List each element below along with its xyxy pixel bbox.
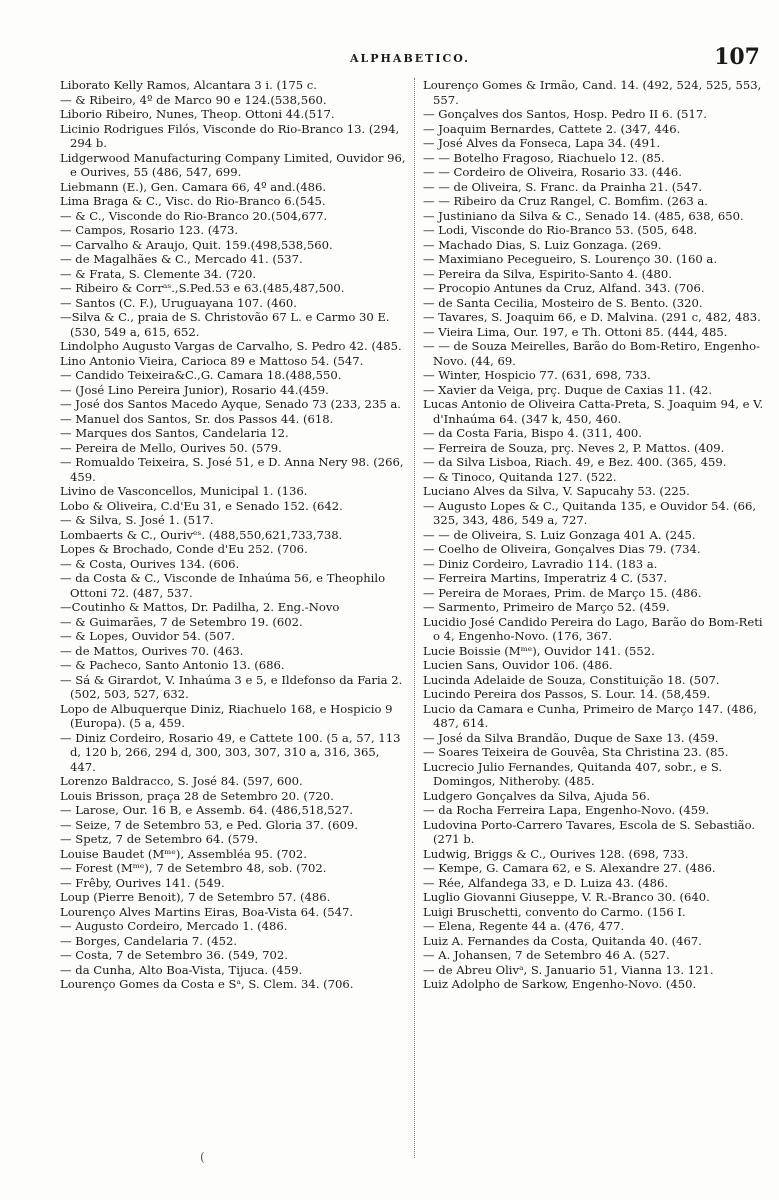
directory-entry: Luglio Giovanni Giuseppe, V. R.-Branco 30. (640. [423,890,710,904]
directory-entry: — Maximiano Pecegueiro, S. Lourenço 30. (160 a. [423,252,718,266]
directory-entry: — Procopio Antunes da Cruz, Alfand. 343. (706. [423,281,705,295]
directory-entry: — Manuel dos Santos, Sr. dos Passos 44. (618. [60,411,334,426]
directory-entry: Licinio Rodrigues Filós, Visconde do Rio-Branco 13. (294, 294 b. [60,121,400,150]
directory-entry: — Romualdo Teixeira, S. José 51, e D. Anna Nery 98. (266, 459. [60,455,404,484]
directory-entry: — Joaquim Bernardes, Cattete 2. (347, 446. [423,121,681,136]
directory-entry: — — de Oliveira, S. Franc. da Prainha 21. (547. [423,179,703,194]
directory-entry: Luciano Alves da Silva, V. Sapucahy 53. (225. [423,484,690,498]
directory-entry: — Frêby, Ourives 141. (549. [60,875,225,890]
directory-entry: — Augusto Cordeiro, Mercado 1. (486. [60,919,288,933]
directory-entry: Luiz A. Fernandes da Costa, Quitanda 40. (467. [423,933,702,948]
directory-entry: — Ferreira Martins, Imperatriz 4 C. (537. [423,571,668,585]
directory-entry: Ludwig, Briggs & C., Ourives 128. (698, 733. [423,846,689,861]
directory-entry: — Ferreira de Souza, prç. Neves 2, P. Mattos. (409. [423,440,725,455]
directory-entry: — da Costa & C., Visconde de Inhaúma 56, e Theophilo Ottoni 72. (487, 537. [60,571,386,600]
directory-entry: — da Silva Lisboa, Riach. 49, e Bez. 400. (365, 459. [423,455,727,469]
stray-mark: ( [200,1150,205,1164]
directory-entry: — Vieira Lima, Our. 197, e Th. Ottoni 85. (444, 485. [423,324,728,339]
directory-entry: — Pereira de Mello, Ourives 50. (579. [60,440,282,455]
directory-entry: Ludovina Porto-Carrero Tavares, Escola de S. Sebastião. (271 b. [423,817,756,846]
directory-entry: — Carvalho & Araujo, Quit. 159.(498,538,560. [60,237,333,252]
directory-entry: — Xavier da Veiga, prç. Duque de Caxias 11. (42. [423,382,713,397]
directory-entry: — Diniz Cordeiro, Rosario 49, e Cattete 100. (5 a, 57, 113 d, 120 b, 266, 294 d, 300, 303, 307, 310 a, 316, 365, 447. [60,730,401,774]
directory-entry: — — Cordeiro de Oliveira, Rosario 33. (446. [423,165,682,179]
running-title: ALPHABETICO. [349,52,470,65]
directory-entry: — Santos (C. F.), Uruguayana 107. (460. [60,295,297,310]
directory-entry: Lucrecio Julio Fernandes, Quitanda 407, sobr., e S. Domingos, Nitheroby. (485. [423,759,723,788]
directory-entry: Lima Braga & C., Visc. do Rio-Branco 6.(545. [60,194,326,208]
directory-entry: Lindolpho Augusto Vargas de Carvalho, S. Pedro 42. (485. [60,339,402,353]
directory-entry: —Coutinho & Mattos, Dr. Padilha, 2. Eng.-Novo [60,600,340,614]
directory-entry: Lourenço Alves Martins Eiras, Boa-Vista 64. (547. [60,904,354,919]
directory-entry: Lucindo Pereira dos Passos, S. Lour. 14. (58,459. [423,687,711,701]
directory-entry: — José dos Santos Macedo Ayque, Senado 73 (233, 235 a. [60,397,401,411]
directory-entry: — & Pacheco, Santo Antonio 13. (686. [60,658,285,672]
directory-entry: — (José Lino Pereira Junior), Rosario 44.(459. [60,382,329,397]
directory-entry: — Machado Dias, S. Luiz Gonzaga. (269. [423,237,662,252]
directory-entry: — & Silva, S. José 1. (517. [60,513,214,527]
directory-entry: — — Botelho Fragoso, Riachuelo 12. (85. [423,150,665,165]
directory-entry: — de Santa Cecilia, Mosteiro de S. Bento. (320. [423,295,703,310]
directory-entry: — Rée, Alfandega 33, e D. Luiza 43. (486. [423,875,669,890]
directory-columns [60,78,768,1158]
directory-entry: — A. Johansen, 7 de Setembro 46 A. (527. [423,948,670,962]
directory-entry: — & Frata, S. Clemente 34. (720. [60,266,257,281]
directory-entry: Luiz Adolpho de Sarkow, Engenho-Novo. (450. [423,977,697,991]
directory-entry: — Sarmento, Primeiro de Março 52. (459. [423,600,670,614]
page-number: 107 [714,44,760,70]
directory-entry: Lucinda Adelaide de Souza, Constituição 18. (507. [423,672,720,687]
directory-entry: Lorenzo Baldracco, S. José 84. (597, 600. [60,774,303,788]
directory-entry: — Costa, 7 de Setembro 36. (549, 702. [60,948,288,962]
directory-entry: Loup (Pierre Benoit), 7 de Setembro 57. (486. [60,890,331,904]
directory-entry: Lucas Antonio de Oliveira Catta-Preta, S. Joaquim 94, e V. d'Inhaúma 64. (347 k, 450, 460. [423,397,764,426]
directory-entry: Ludgero Gonçalves da Silva, Ajuda 56. [423,788,651,803]
directory-entry: — José da Silva Brandão, Duque de Saxe 13. (459. [423,730,719,745]
directory-entry: — Kempe, G. Camara 62, e S. Alexandre 27. (486. [423,861,716,875]
directory-entry: — Seize, 7 de Setembro 53, e Ped. Gloria 37. (609. [60,817,358,832]
directory-entry: Lopo de Albuquerque Diniz, Riachuelo 168, e Hospicio 9 (Europa). (5 a, 459. [60,701,393,730]
directory-entry: — Spetz, 7 de Setembro 64. (579. [60,832,259,846]
directory-entry: — Coelho de Oliveira, Gonçalves Dias 79. (734. [423,542,701,556]
directory-entry: — Sá & Girardot, V. Inhaúma 3 e 5, e Ildefonso da Faria 2. (502, 503, 527, 632. [60,672,403,701]
directory-entry: Lucien Sans, Ouvidor 106. (486. [423,658,613,672]
page-header [60,44,760,72]
directory-entry: — da Rocha Ferreira Lapa, Engenho-Novo. (459. [423,803,710,817]
directory-entry: Lombaerts & C., Ourivᵉˢ. (488,550,621,733,738. [60,527,343,542]
directory-entry: — Forest (Mᵐᵉ), 7 de Setembro 48, sob. (702. [60,861,327,875]
directory-entry: — Gonçalves dos Santos, Hosp. Pedro II 6. (517. [423,107,707,121]
directory-entry: — Ribeiro & Corrᵃˢ.,S.Ped.53 e 63.(485,487,500. [60,281,345,295]
directory-entry: — Soares Teixeira de Gouvêa, Sta Christina 23. (85. [423,745,729,759]
directory-entry: — Diniz Cordeiro, Lavradio 114. (183 a. [423,556,658,571]
directory-entry: — Winter, Hospicio 77. (631, 698, 733. [423,368,651,382]
directory-entry: — de Mattos, Ourives 70. (463. [60,643,244,658]
directory-entry: — & Guimarães, 7 de Setembro 19. (602. [60,614,303,629]
directory-entry: — Justiniano da Silva & C., Senado 14. (485, 638, 650. [423,208,744,223]
directory-entry: —Silva & C., praia de S. Christovão 67 L. e Carmo 30 E. (530, 549 a, 615, 652. [60,310,390,339]
directory-entry: — Borges, Candelaria 7. (452. [60,933,238,948]
directory-entry: — da Costa Faria, Bispo 4. (311, 400. [423,426,642,440]
directory-entry: — Augusto Lopes & C., Quitanda 135, e Ouvidor 54. (66, 325, 343, 486, 549 a, 727. [423,498,757,527]
directory-entry: — — de Souza Meirelles, Barão do Bom-Retiro, Engenho-Novo. (44, 69. [423,339,761,368]
directory-entry: Lucidio José Candido Pereira do Lago, Barão do Bom-Reti o 4, Engenho-Novo. (176, 367. [423,614,763,643]
directory-entry: — de Abreu Olivᵃ, S. Januario 51, Vianna 13. 121. [423,962,714,977]
right-column [414,78,768,1158]
directory-entry: Lopes & Brochado, Conde d'Eu 252. (706. [60,542,308,556]
directory-entry: Lino Antonio Vieira, Carioca 89 e Mattoso 54. (547. [60,353,364,368]
directory-entry: — José Alves da Fonseca, Lapa 34. (491. [423,136,661,150]
directory-entry: — Candido Teixeira&C.,G. Camara 18.(488,550. [60,368,342,382]
directory-entry: — — de Oliveira, S. Luiz Gonzaga 401 A. (245. [423,527,696,542]
directory-entry: — Marques dos Santos, Candelaria 12. [60,426,289,440]
directory-entry: Lourenço Gomes & Irmão, Cand. 14. (492, 524, 525, 553, 557. [423,78,762,107]
directory-entry: — Pereira de Moraes, Prim. de Março 15. (486. [423,585,702,600]
directory-entry: Louise Baudet (Mᵐᵉ), Assembléa 95. (702. [60,846,307,861]
directory-entry: Lourenço Gomes da Costa e Sᵃ, S. Clem. 34. (706. [60,977,354,991]
directory-entry: — & C., Visconde do Rio-Branco 20.(504,677. [60,208,328,223]
directory-entry: — & Tinoco, Quitanda 127. (522. [423,469,617,484]
directory-entry: Lidgerwood Manufacturing Company Limited, Ouvidor 96, e Ourives, 55 (486, 547, 699. [60,150,406,179]
directory-entry: Lucie Boissie (Mᵐᵉ), Ouvidor 141. (552. [423,643,655,658]
directory-entry: Luigi Bruschetti, convento do Carmo. (156 I. [423,904,686,919]
directory-entry: Louis Brisson, praça 28 de Setembro 20. (720. [60,788,334,803]
directory-entry: — — Ribeiro da Cruz Rangel, C. Bomfim. (263 a. [423,194,708,208]
directory-entry: — Lodi, Visconde do Rio-Branco 53. (505, 648. [423,223,698,237]
directory-entry: — da Cunha, Alto Boa-Vista, Tijuca. (459. [60,962,303,977]
directory-entry: — Larose, Our. 16 B, e Assemb. 64. (486,518,527. [60,803,354,817]
directory-entry: Livino de Vasconcellos, Municipal 1. (136. [60,484,308,498]
directory-entry: — Campos, Rosario 123. (473. [60,223,239,237]
left-column [60,78,414,1158]
directory-entry: — & Lopes, Ouvidor 54. (507. [60,629,235,643]
directory-entry: — Tavares, S. Joaquim 66, e D. Malvina. (291 c, 482, 483. [423,310,761,324]
directory-entry: Liebmann (E.), Gen. Camara 66, 4º and.(486. [60,179,327,194]
directory-entry: — de Magalhães & C., Mercado 41. (537. [60,252,303,266]
directory-entry: — & Costa, Ourives 134. (606. [60,556,240,571]
directory-entry: Lucio da Camara e Cunha, Primeiro de Março 147. (486, 487, 614. [423,701,758,730]
directory-entry: — Elena, Regente 44 a. (476, 477. [423,919,625,933]
directory-entry: Liborio Ribeiro, Nunes, Theop. Ottoni 44.(517. [60,107,335,121]
directory-entry: — Pereira da Silva, Espirito-Santo 4. (480. [423,266,672,281]
directory-entry: Lobo & Oliveira, C.d'Eu 31, e Senado 152. (642. [60,498,343,513]
directory-entry: — & Ribeiro, 4º de Marco 90 e 124.(538,560. [60,92,327,107]
directory-entry: Liborato Kelly Ramos, Alcantara 3 i. (175 c. [60,78,317,92]
